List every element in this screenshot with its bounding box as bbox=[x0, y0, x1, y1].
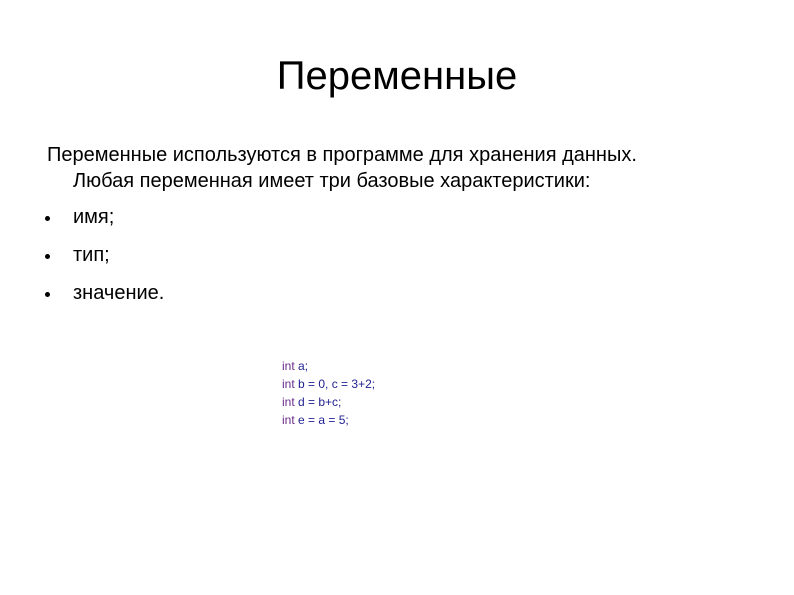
slide-title: Переменные bbox=[276, 54, 518, 98]
intro-paragraph bbox=[47, 142, 767, 194]
code-keyword: int bbox=[282, 395, 295, 409]
code-example bbox=[282, 357, 375, 429]
intro-line-1: Переменные используются в программе для хранения данных. bbox=[47, 144, 637, 166]
code-keyword: int bbox=[282, 377, 295, 391]
bullet-icon bbox=[45, 216, 50, 221]
code-line bbox=[282, 393, 375, 411]
code-keyword: int bbox=[282, 413, 295, 427]
bullet-icon bbox=[45, 254, 50, 259]
code-line bbox=[282, 357, 375, 375]
code-line bbox=[282, 375, 375, 393]
code-keyword: int bbox=[282, 359, 295, 373]
bullet-icon bbox=[45, 292, 50, 297]
code-text: e = a = 5; bbox=[294, 413, 349, 427]
list-item-text: значение. bbox=[73, 282, 165, 304]
code-text: b = 0, c = 3+2; bbox=[294, 377, 376, 391]
list-item-text: тип; bbox=[73, 244, 110, 266]
list-item-text: имя; bbox=[73, 206, 115, 228]
code-line bbox=[282, 411, 375, 429]
intro-line-2: Любая переменная имеет три базовые характеристики: bbox=[73, 170, 591, 192]
code-text: a; bbox=[294, 359, 309, 373]
code-text: d = b+c; bbox=[294, 395, 342, 409]
